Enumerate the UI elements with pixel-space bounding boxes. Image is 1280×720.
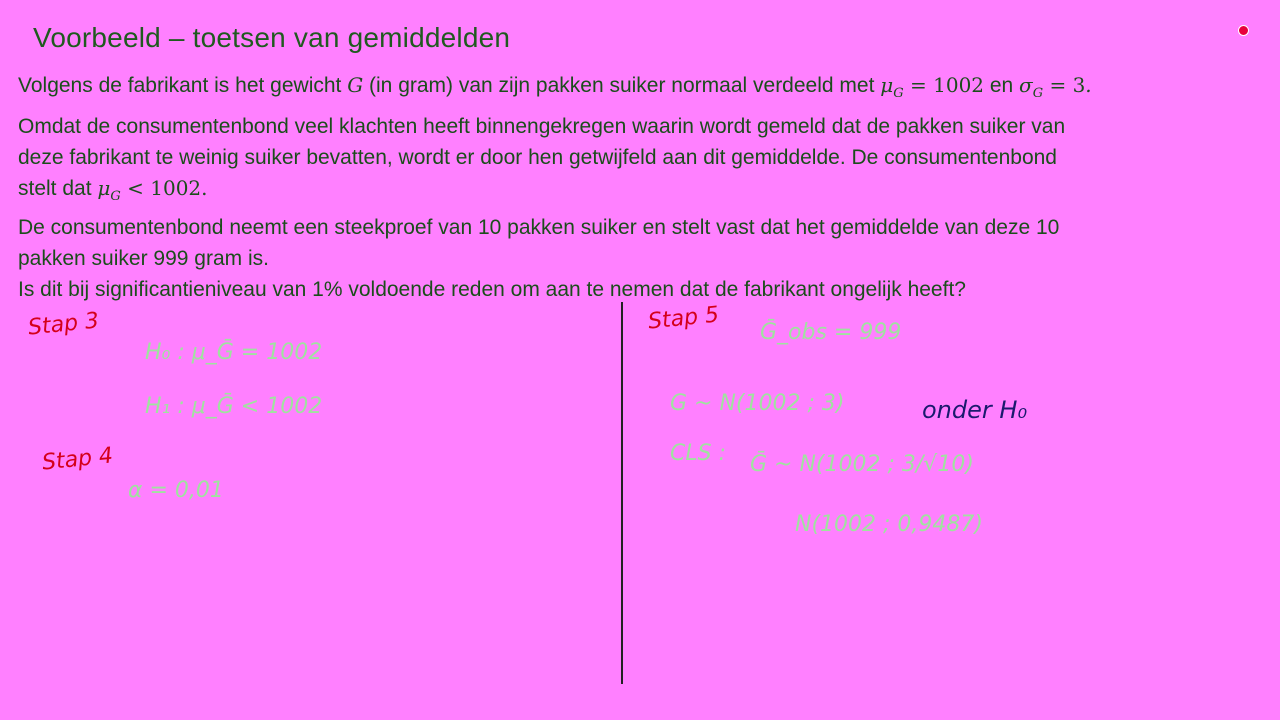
- hw-cls: CLS :: [670, 441, 726, 466]
- p2-mu-symbol: μ: [97, 176, 111, 200]
- p1-end: .: [1085, 73, 1092, 97]
- p2-line1: Omdat de consumentenbond veel klachten heeft binnengekregen waarin wordt gemeld dat de pakken suiker van: [18, 115, 1066, 138]
- hw-alpha: α = 0,01: [128, 478, 224, 503]
- record-indicator-icon: [1238, 25, 1249, 36]
- hw-stap5: Stap 5: [646, 302, 721, 335]
- p1-text-pre: Volgens de fabrikant is het gewicht: [18, 74, 348, 97]
- p2-ineq: < 1002: [120, 176, 202, 200]
- p3-line2: pakken suiker 999 gram is.: [18, 247, 269, 270]
- p1-and: en: [984, 74, 1020, 97]
- slide-title: Voorbeeld – toetsen van gemiddelden: [33, 22, 511, 53]
- hw-gobs: Ḡ_obs = 999: [760, 320, 902, 345]
- p2-end: .: [201, 176, 208, 200]
- p2-line3: [18, 173, 1258, 212]
- p1-text-mid: (in gram) van zijn pakken suiker normaal verdeeld met: [363, 74, 881, 97]
- p1-mu: [880, 73, 985, 101]
- p2-mu: [97, 176, 208, 204]
- hw-onder-h0: onder H₀: [922, 396, 1028, 424]
- hw-dist-g: G ~ N(1002 ; 3): [670, 391, 845, 416]
- hw-stap3: Stap 3: [26, 308, 101, 341]
- p4-question: Is dit bij significantieniveau van 1% voldoende reden om aan te nemen dat de fabrikant ongelijk heeft?: [18, 278, 966, 301]
- p1-mu-eq: = 1002: [903, 73, 985, 97]
- p1-sigma-symbol: σ: [1019, 73, 1033, 97]
- paragraph-complaints: [18, 111, 1258, 305]
- column-divider: [621, 302, 623, 684]
- p2-line3-pre: stelt dat: [18, 177, 98, 200]
- p1-sigma-sub: G: [1032, 86, 1044, 101]
- p2-line2: deze fabrikant te weinig suiker bevatten, wordt er door hen getwijfeld aan dit gemiddelde. De consumentenbond: [18, 146, 1057, 169]
- hw-h0: H₀ : μ_Ḡ = 1002: [145, 340, 323, 365]
- p1-mu-symbol: μ: [880, 73, 894, 97]
- hw-stap4: Stap 4: [40, 443, 115, 476]
- p3-line1: De consumentenbond neemt een steekproef van 10 pakken suiker en stelt vast dat het gemiddelde van deze 10: [18, 216, 1060, 239]
- hw-dist-gbar: Ḡ ~ N(1002 ; 3/√10): [750, 452, 974, 477]
- p1-sigma: [1019, 73, 1086, 101]
- p1-var: G: [347, 73, 364, 97]
- p1-sigma-eq: = 3: [1043, 73, 1086, 97]
- p2-mu-sub: G: [110, 189, 121, 204]
- p1-mu-sub: G: [893, 86, 904, 101]
- hw-dist-num: N(1002 ; 0,9487): [795, 512, 983, 537]
- paragraph-distribution: [18, 70, 1258, 109]
- hw-h1: H₁ : μ_Ḡ < 1002: [145, 394, 323, 419]
